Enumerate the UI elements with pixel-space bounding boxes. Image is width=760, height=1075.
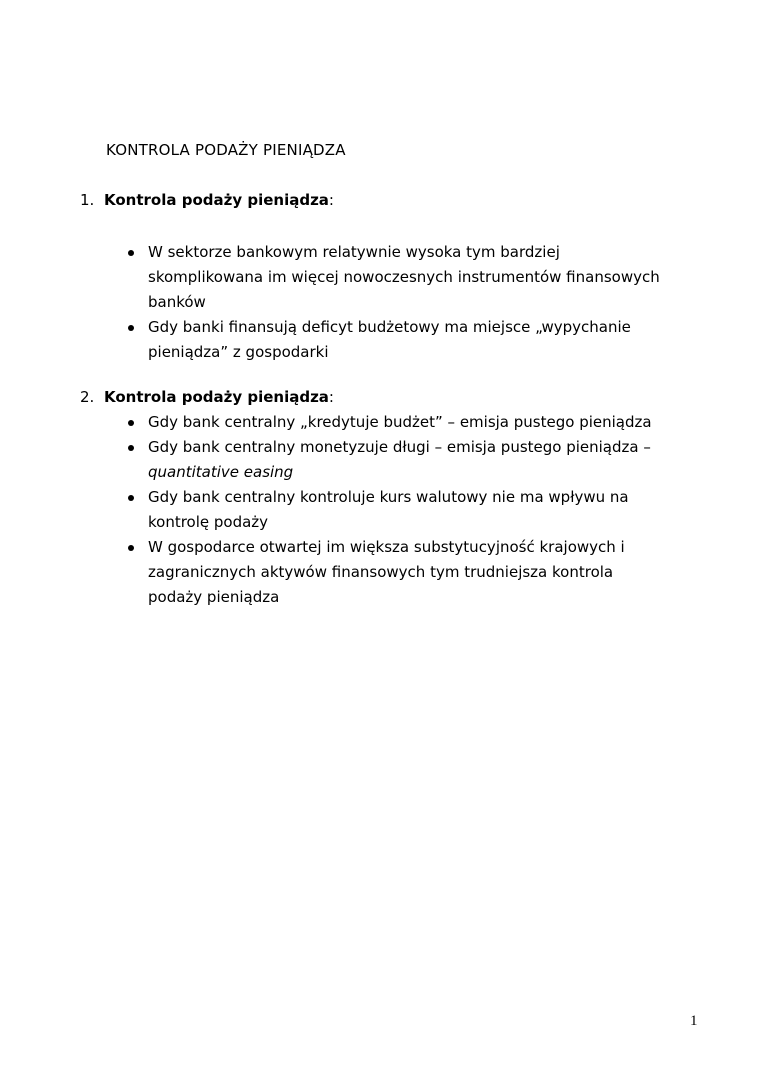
section-1-number: 1.: [80, 191, 95, 209]
list-item: [80, 485, 720, 535]
document-title: KONTROLA PODAŻY PIENIĄDZA: [106, 141, 346, 159]
list-item: [80, 435, 720, 485]
section-1-heading: [80, 190, 720, 210]
list-item-line: zagranicznych aktywów finansowych tym trudniejsza kontrola: [148, 563, 614, 581]
bullet-icon: [128, 445, 134, 451]
bullet-icon: [128, 250, 134, 256]
list-item: [80, 410, 720, 435]
list-item: [80, 240, 720, 315]
list-item-line: Gdy bank centralny monetyzuje długi – emisja pustego pieniądza –: [148, 438, 651, 456]
list-item: [80, 535, 720, 610]
bullet-icon: [128, 420, 134, 426]
page-number: 1: [690, 1013, 698, 1029]
list-item-italic-line: quantitative easing: [148, 463, 294, 481]
section-2-bullet-list: [80, 410, 720, 610]
section-1-bullet-list: [80, 240, 720, 365]
section-1-heading-suffix: :: [328, 191, 334, 209]
section-2-heading-suffix: :: [328, 388, 334, 406]
section-2: [80, 387, 720, 610]
section-1: [80, 190, 720, 365]
list-item-line: W gospodarce otwartej im większa substytucyjność krajowych i: [148, 538, 625, 556]
list-item-line: Gdy banki finansują deficyt budżetowy ma miejsce „wypychanie: [148, 318, 631, 336]
bullet-icon: [128, 495, 134, 501]
bullet-icon: [128, 325, 134, 331]
section-2-heading-text: Kontrola podaży pieniądza: [104, 388, 329, 406]
list-item-line: pieniądza” z gospodarki: [148, 343, 329, 361]
list-item-line: banków: [148, 293, 206, 311]
list-item-line: W sektorze bankowym relatywnie wysoka tym bardziej: [148, 243, 560, 261]
list-item-line: skomplikowana im więcej nowoczesnych instrumentów finansowych: [148, 268, 660, 286]
list-item-line: kontrolę podaży: [148, 513, 269, 531]
section-1-heading-text: Kontrola podaży pieniądza: [104, 191, 329, 209]
list-item-line: Gdy bank centralny „kredytuje budżet” – emisja pustego pieniądza: [148, 413, 652, 431]
section-2-number: 2.: [80, 388, 95, 406]
list-item: [80, 315, 720, 365]
section-2-heading: [80, 387, 720, 407]
list-item-line: podaży pieniądza: [148, 588, 280, 606]
bullet-icon: [128, 545, 134, 551]
list-item-line: Gdy bank centralny kontroluje kurs walutowy nie ma wpływu na: [148, 488, 629, 506]
